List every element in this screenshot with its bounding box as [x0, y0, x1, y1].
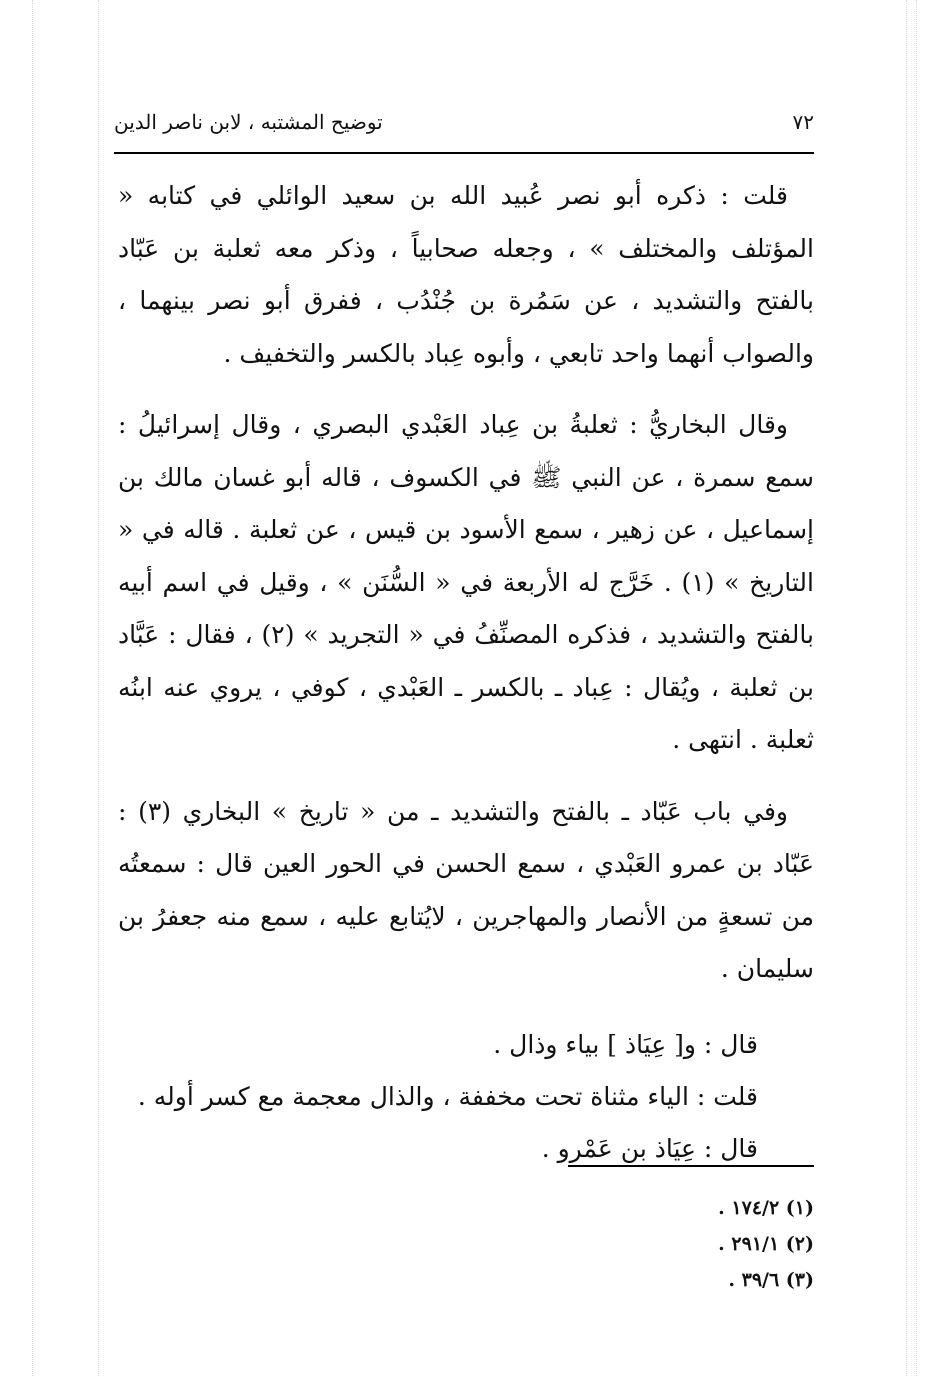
page-header	[114, 104, 814, 144]
header-divider	[114, 152, 814, 154]
footnotes	[514, 1190, 814, 1298]
page-number: ٧٢	[792, 110, 814, 134]
quoted-lines	[118, 1019, 814, 1175]
paragraph: وفي باب عَبّاد ـ بالفتح والتشديد ـ من « تاريخ » البخاري (٣) : عَبّاد بن عمرو العَبْدي ، سمع الحسن في الحور العين قال : سمعتُه من تسعةٍ من الأنصار والمهاجرين ، لايُتابع عليه ، سمع منه جعفرُ بن سليمان .	[118, 796, 814, 983]
scan-guide-line	[98, 0, 99, 1376]
main-text	[118, 170, 814, 1175]
footnote: (٣) ٣٩/٦ .	[728, 1269, 814, 1291]
paragraph: قلت : ذكره أبو نصر عُبيد الله بن سعيد الوائلي في كتابه « المؤتلف والمختلف » ، وجعله صحابياً ، وذكر معه ثعلبة بن عَبّاد بالفتح والتشديد ، عن سَمُرة بن جُنْدُب ، ففرق أبو نصر بينهما ، والصواب أنهما واحد تابعي ، وأبوه عِباد بالكسر والتخفيف .	[118, 181, 814, 368]
scan-guide-line	[906, 0, 907, 1376]
footnote: (٢) ٢٩١/١ .	[718, 1233, 814, 1255]
scan-guide-line	[32, 0, 33, 1376]
scan-guide-line	[916, 0, 917, 1376]
quote-line: قال : و[ عِيَاذ ] بياء وذال .	[493, 1029, 758, 1059]
paragraph: وقال البخاريُّ : ثعلبةُ بن عِباد العَبْدي البصري ، وقال إسرائيلُ : سمع سمرة ، عن النبي ﷺ في الكسوف ، قاله أبو غسان مالك بن إسماعيل ، عن زهير ، سمع الأسود بن قيس ، عن ثعلبة . قاله في « التاريخ » (١) . خَرَّج له الأربعة في « السُّنَن » ، وقيل في اسم أبيه بالفتح والتشديد ، فذكره المصنِّفُ في « التجريد » (٢) ، فقال : عَبَّاد بن ثعلبة ، ويُقال : عِباد ـ بالكسر ـ العَبْدي ، كوفي ، يروي عنه ابنُه ثعلبة . انتهى .	[118, 410, 814, 754]
footnote-divider	[568, 1165, 814, 1167]
footnote: (١) ١٧٤/٢ .	[718, 1197, 814, 1219]
quote-line: قلت : الياء مثناة تحت مخففة ، والذال معجمة مع كسر أوله .	[137, 1081, 758, 1111]
running-title: توضيح المشتبه ، لابن ناصر الدين	[114, 110, 383, 134]
quote-line: قال : عِيَاذ بن عَمْرو .	[541, 1133, 758, 1163]
